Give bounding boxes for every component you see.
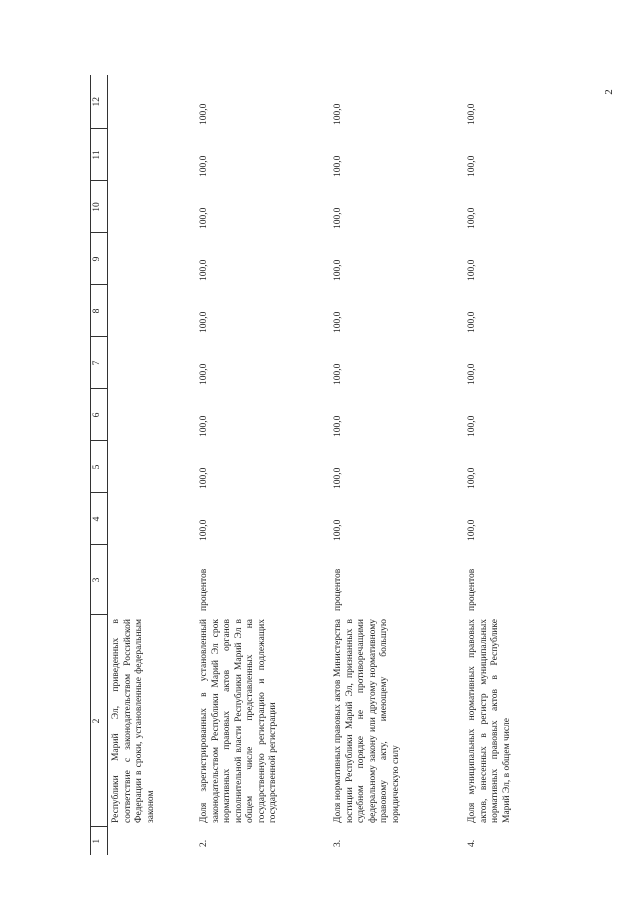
table-row <box>330 75 464 855</box>
unit-of-measure: процентов <box>199 568 209 611</box>
indicator-value: 100,0 <box>333 415 343 437</box>
indicator-description: Доля зарегистрированных в установленный законодательством Республики Марий Эл срок нормативных правовых актов органов исполнительной власти Республики Марий Эл в общем числе представленных на государственную регистрацию и подлежащих государственной регистрации <box>199 619 279 823</box>
indicator-value <box>108 233 197 285</box>
column-header: 9 <box>91 233 108 285</box>
indicator-value: 100,0 <box>333 467 343 489</box>
column-header: 4 <box>91 493 108 545</box>
indicator-value: 100,0 <box>467 207 477 229</box>
unit-of-measure <box>108 545 197 615</box>
column-header: 10 <box>91 181 108 233</box>
indicator-value: 100,0 <box>467 519 477 541</box>
column-header: 2 <box>91 615 108 827</box>
column-header: 8 <box>91 285 108 337</box>
indicator-value <box>108 181 197 233</box>
header-row <box>91 75 108 855</box>
indicator-value <box>108 389 197 441</box>
indicator-value: 100,0 <box>333 363 343 385</box>
indicator-description: Доля нормативных правовых актов Министерства юстиции Республики Марий Эл, признанных в судебном порядке не противоречащими федеральному закону или другому нормативному правовому акту, имеющему большую юридическую силу <box>333 619 401 823</box>
indicator-value: 100,0 <box>467 415 477 437</box>
table-row <box>196 75 330 855</box>
indicator-value: 100,0 <box>333 103 343 125</box>
indicator-value: 100,0 <box>467 103 477 125</box>
indicator-value: 100,0 <box>199 207 209 229</box>
page-number: 2 <box>602 89 615 95</box>
row-number: 4. <box>467 839 477 847</box>
indicator-value: 100,0 <box>199 155 209 177</box>
indicator-value <box>108 493 197 545</box>
indicator-value: 100,0 <box>467 363 477 385</box>
indicator-value: 100,0 <box>199 519 209 541</box>
unit-of-measure: процентов <box>467 568 477 611</box>
indicators-table <box>90 75 518 855</box>
column-header: 5 <box>91 441 108 493</box>
column-header: 3 <box>91 545 108 615</box>
table-row <box>108 75 197 855</box>
row-number: 2. <box>199 839 209 847</box>
column-header: 7 <box>91 337 108 389</box>
indicator-value <box>108 129 197 181</box>
indicator-value: 100,0 <box>333 207 343 229</box>
indicator-value: 100,0 <box>199 415 209 437</box>
indicator-value <box>108 285 197 337</box>
indicator-description: Доля муниципальных нормативных правовых актов, внесенных в регистр муниципальных нормативных правовых актов в Республике Марий Эл, в общем числе <box>467 619 512 823</box>
column-header: 1 <box>91 827 108 855</box>
indicator-value: 100,0 <box>467 467 477 489</box>
indicator-value: 100,0 <box>467 259 477 281</box>
column-header: 6 <box>91 389 108 441</box>
indicator-description: Республики Марий Эл, приведенных в соответствие с законодательством Российской Федерации в сроки, установленные федеральным законом <box>111 619 156 823</box>
indicator-value: 100,0 <box>199 363 209 385</box>
indicator-value <box>108 337 197 389</box>
row-number <box>108 827 197 855</box>
indicator-value <box>108 441 197 493</box>
indicator-value: 100,0 <box>333 311 343 333</box>
indicator-value: 100,0 <box>333 519 343 541</box>
indicator-value: 100,0 <box>199 259 209 281</box>
indicator-value: 100,0 <box>199 311 209 333</box>
row-number: 3. <box>333 839 343 847</box>
rotated-table-container <box>90 75 510 855</box>
indicator-value: 100,0 <box>333 259 343 281</box>
column-header: 12 <box>91 75 108 129</box>
indicator-value <box>108 75 197 129</box>
column-header: 11 <box>91 129 108 181</box>
unit-of-measure: процентов <box>333 568 343 611</box>
indicator-value: 100,0 <box>333 155 343 177</box>
indicator-value: 100,0 <box>467 155 477 177</box>
indicator-value: 100,0 <box>199 103 209 125</box>
indicator-value: 100,0 <box>199 467 209 489</box>
indicator-value: 100,0 <box>467 311 477 333</box>
table-row <box>464 75 518 855</box>
